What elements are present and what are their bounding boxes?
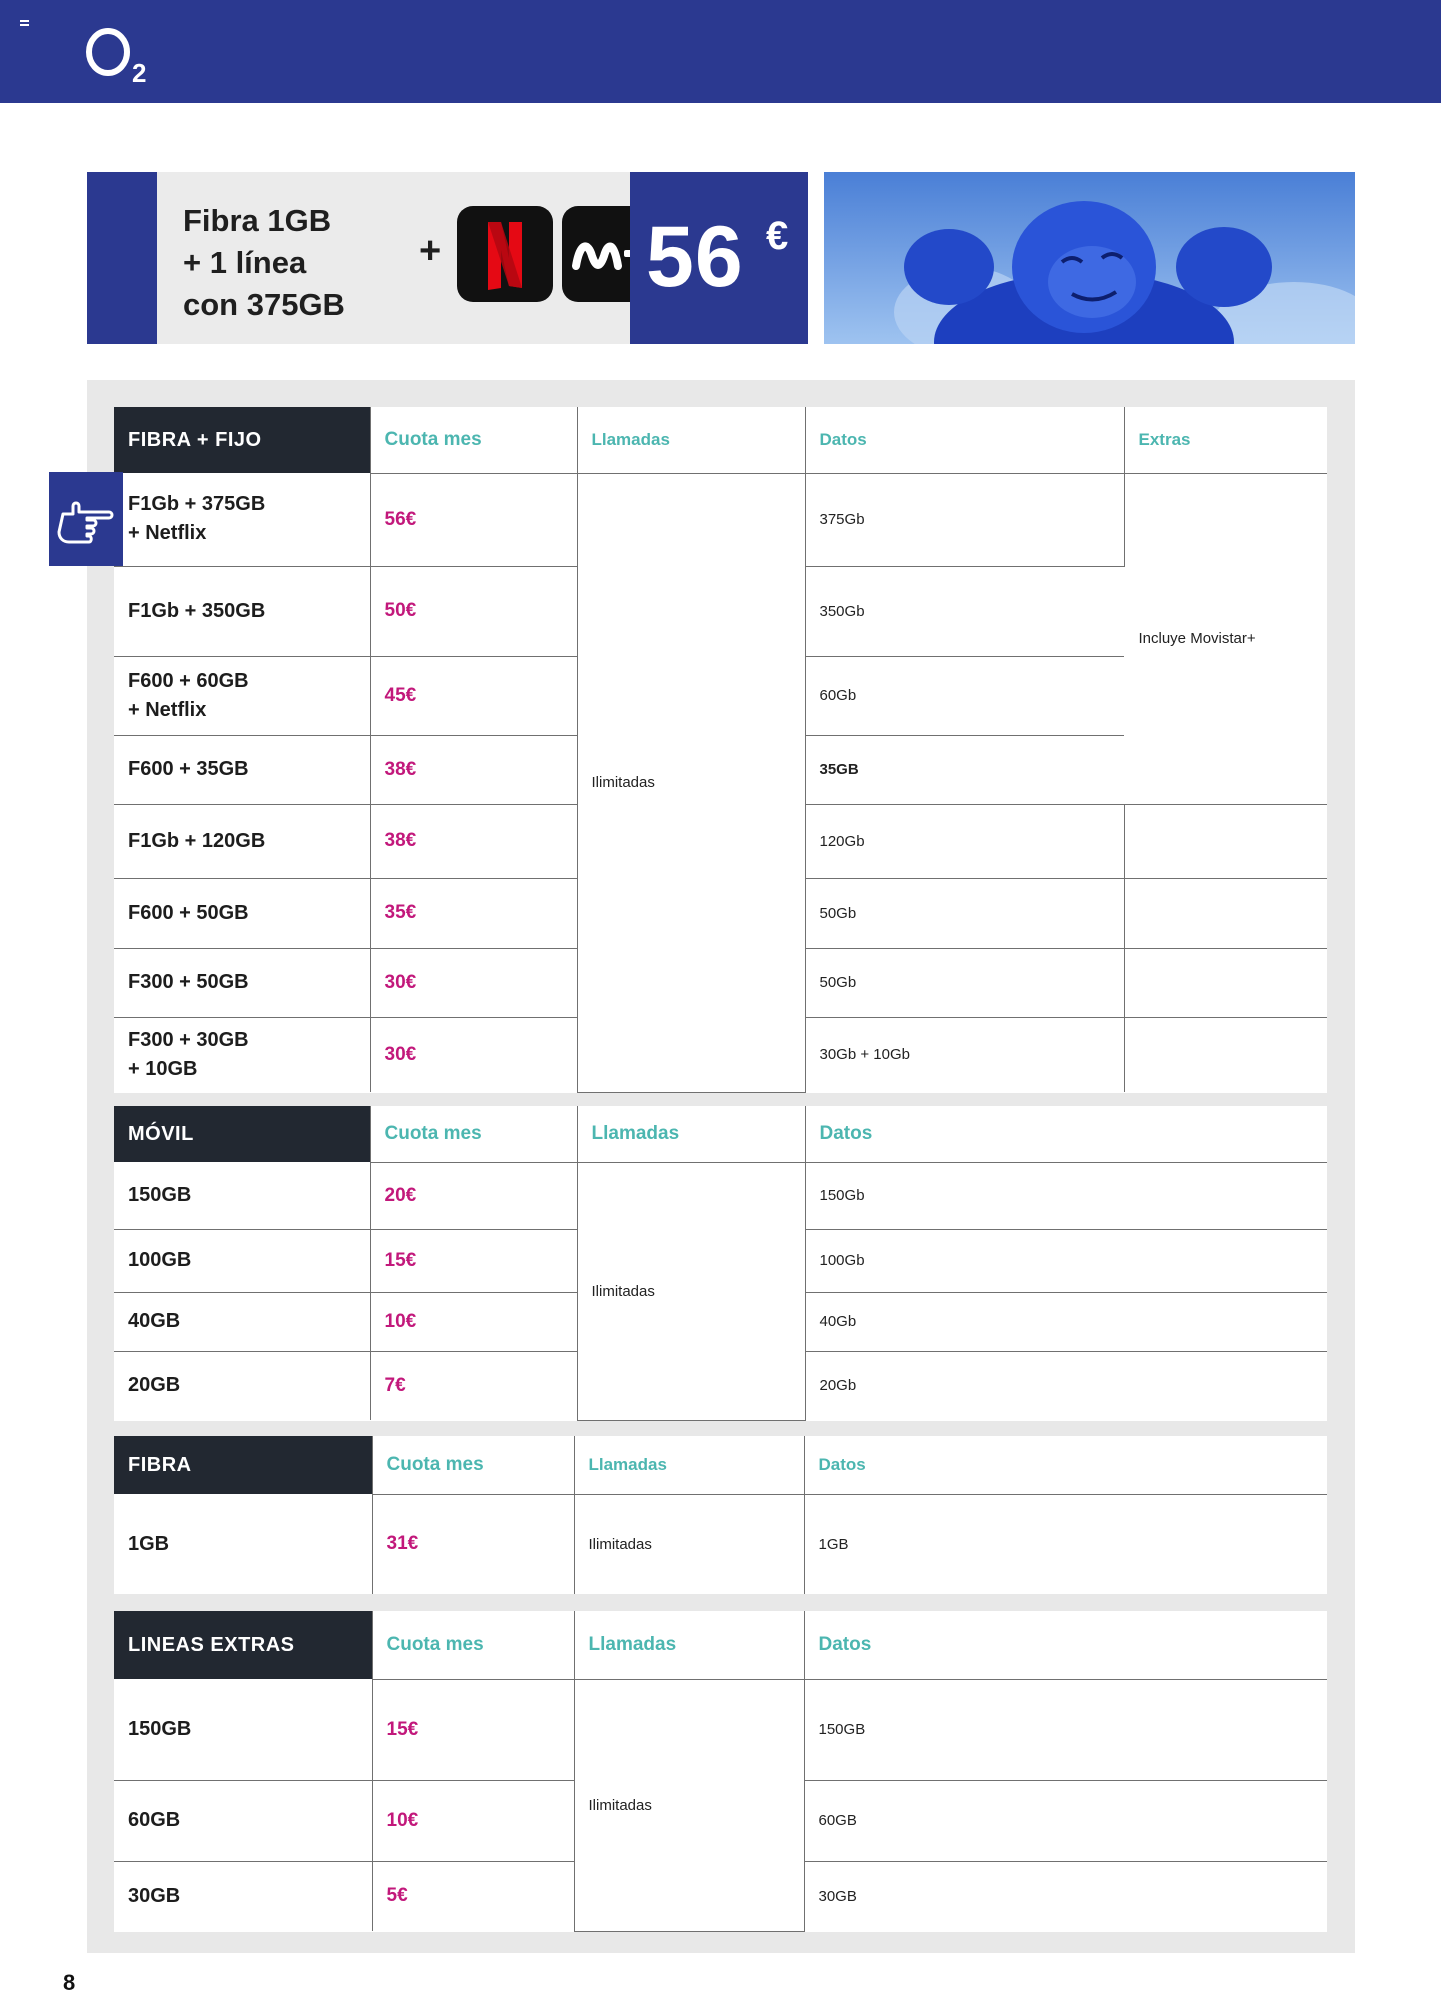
plan-name: 20GB (114, 1351, 370, 1420)
plan-price: 30€ (370, 1017, 577, 1092)
plan-price: 50€ (370, 566, 577, 656)
category-label: FIBRA + FIJO (114, 407, 370, 473)
plan-name-line-2: + Netflix (128, 698, 207, 721)
pointing-hand-icon (49, 472, 123, 566)
plan-name-line-2: + Netflix (128, 522, 207, 545)
movil-table (114, 1106, 1327, 1421)
llamadas-value: Ilimitadas (577, 1162, 805, 1420)
plan-name: 150GB (114, 1679, 372, 1780)
plan-price: 35€ (370, 878, 577, 948)
plan-name: 40GB (114, 1292, 370, 1351)
column-header-extras: Extras (1124, 407, 1327, 473)
plan-datos: 20Gb (819, 1377, 857, 1395)
plan-price: 45€ (370, 656, 577, 735)
promo-price-box (630, 172, 808, 344)
column-header-datos: Datos (805, 407, 1124, 473)
plan-datos: 50Gb (805, 878, 1124, 948)
plan-name-line-1: F300 + 30GB (128, 1028, 249, 1051)
plan-price: 10€ (372, 1780, 574, 1861)
promo-line-1: Fibra 1GB (183, 203, 332, 238)
table-row (114, 1679, 1327, 1780)
category-label: LINEAS EXTRAS (114, 1611, 372, 1679)
column-header-datos: Datos (805, 1106, 1327, 1162)
plan-datos: 1GB (818, 1535, 849, 1553)
promo-text (183, 200, 373, 326)
plan-name: 30GB (114, 1861, 372, 1931)
llamadas-value: Ilimitadas (577, 473, 805, 1092)
promo-description (157, 172, 630, 344)
table-header-row (114, 1106, 1327, 1162)
plan-name-line-1: F1Gb + 375GB (128, 493, 266, 516)
menu-icon[interactable] (20, 20, 32, 30)
page-number: 8 (63, 1970, 76, 1995)
column-header-datos: Datos (804, 1611, 1327, 1679)
top-header-bar (0, 0, 1441, 103)
column-header-datos: Datos (804, 1436, 1327, 1494)
promo-line-3: con 375GB (183, 287, 345, 322)
plan-name: 60GB (114, 1780, 372, 1861)
plan-price: 15€ (370, 1229, 577, 1292)
plan-price: 38€ (370, 804, 577, 878)
plan-price: 20€ (370, 1162, 577, 1229)
plan-datos: 60GB (804, 1780, 1327, 1861)
rates-tables-panel (87, 380, 1355, 1953)
plan-name: F1Gb + 350GB (114, 566, 370, 656)
plan-datos: 375Gb (805, 473, 1124, 566)
plan-datos: 40Gb (805, 1292, 1327, 1351)
promo-accent-stripe (87, 172, 157, 344)
plan-price: 31€ (372, 1494, 574, 1594)
plan-datos: 50Gb (805, 948, 1124, 1017)
column-header-cuota: Cuota mes (372, 1436, 574, 1494)
plan-name (114, 656, 370, 735)
plan-datos: 150GB (804, 1679, 1327, 1780)
plan-datos: 60Gb (805, 656, 1124, 735)
plan-name-line-2: + 10GB (128, 1057, 198, 1080)
plan-price: 7€ (370, 1351, 577, 1420)
promo-currency: € (766, 214, 789, 258)
plan-price: 10€ (370, 1292, 577, 1351)
table-header-row (114, 1436, 1327, 1494)
plan-datos: 120Gb (805, 804, 1124, 878)
blue-creature-illustration (824, 172, 1355, 344)
extras-empty (1124, 948, 1327, 1017)
plan-price: 5€ (372, 1861, 574, 1931)
category-label: FIBRA (114, 1436, 372, 1494)
plan-name: F300 + 50GB (114, 948, 370, 1017)
plan-datos: 150Gb (805, 1162, 1327, 1229)
extras-empty (1124, 804, 1327, 878)
fibra-fijo-table (114, 407, 1327, 1093)
plan-datos: 100Gb (805, 1229, 1327, 1292)
svg-text:2: 2 (132, 58, 147, 88)
category-label: MÓVIL (114, 1106, 370, 1162)
extras-empty (1124, 1017, 1327, 1092)
table-row (114, 1162, 1327, 1229)
plan-llamadas: Ilimitadas (574, 1494, 804, 1594)
plan-price: 30€ (370, 948, 577, 1017)
column-header-llamadas: Llamadas (574, 1436, 804, 1494)
plan-name-line-1: F600 + 60GB (128, 669, 249, 692)
extras-empty (1124, 878, 1327, 948)
promo-banner (87, 172, 1355, 344)
column-header-cuota: Cuota mes (370, 407, 577, 473)
plan-price: 15€ (372, 1679, 574, 1780)
table-header-row (114, 407, 1327, 473)
plan-datos: 350Gb (805, 566, 1124, 656)
highlight-marker (49, 472, 123, 566)
column-header-llamadas: Llamadas (574, 1611, 804, 1679)
llamadas-value: Ilimitadas (574, 1679, 804, 1931)
plan-name (114, 1017, 370, 1092)
fibra-table (114, 1436, 1327, 1594)
column-header-llamadas: Llamadas (577, 407, 805, 473)
table-row (114, 473, 1327, 566)
plan-name: 1GB (114, 1494, 372, 1594)
lineas-extras-table (114, 1611, 1327, 1932)
plan-name: F1Gb + 120GB (114, 804, 370, 878)
plan-name: F600 + 50GB (114, 878, 370, 948)
netflix-logo (457, 206, 553, 302)
promo-price: 56 (646, 209, 744, 305)
plan-price: 38€ (370, 735, 577, 804)
plan-datos: 30Gb + 10Gb (805, 1017, 1124, 1092)
column-header-cuota: Cuota mes (372, 1611, 574, 1679)
plan-datos: 30GB (818, 1887, 857, 1905)
column-header-cuota: Cuota mes (370, 1106, 577, 1162)
table-row (114, 1494, 1327, 1594)
promo-mascot-image (824, 172, 1355, 344)
plan-name: 150GB (114, 1162, 370, 1229)
promo-plus-sign: + (419, 230, 442, 272)
column-header-llamadas: Llamadas (577, 1106, 805, 1162)
promo-line-2: + 1 línea (183, 245, 307, 280)
plan-price: 56€ (370, 473, 577, 566)
plan-name: 100GB (114, 1229, 370, 1292)
netflix-n-icon (457, 206, 553, 302)
extras-value: Incluye Movistar+ (1124, 473, 1327, 804)
plan-name (114, 473, 370, 566)
o2-logo (82, 20, 162, 90)
table-header-row (114, 1611, 1327, 1679)
plan-name: F600 + 35GB (114, 735, 370, 804)
plan-datos: 35GB (805, 735, 1124, 804)
